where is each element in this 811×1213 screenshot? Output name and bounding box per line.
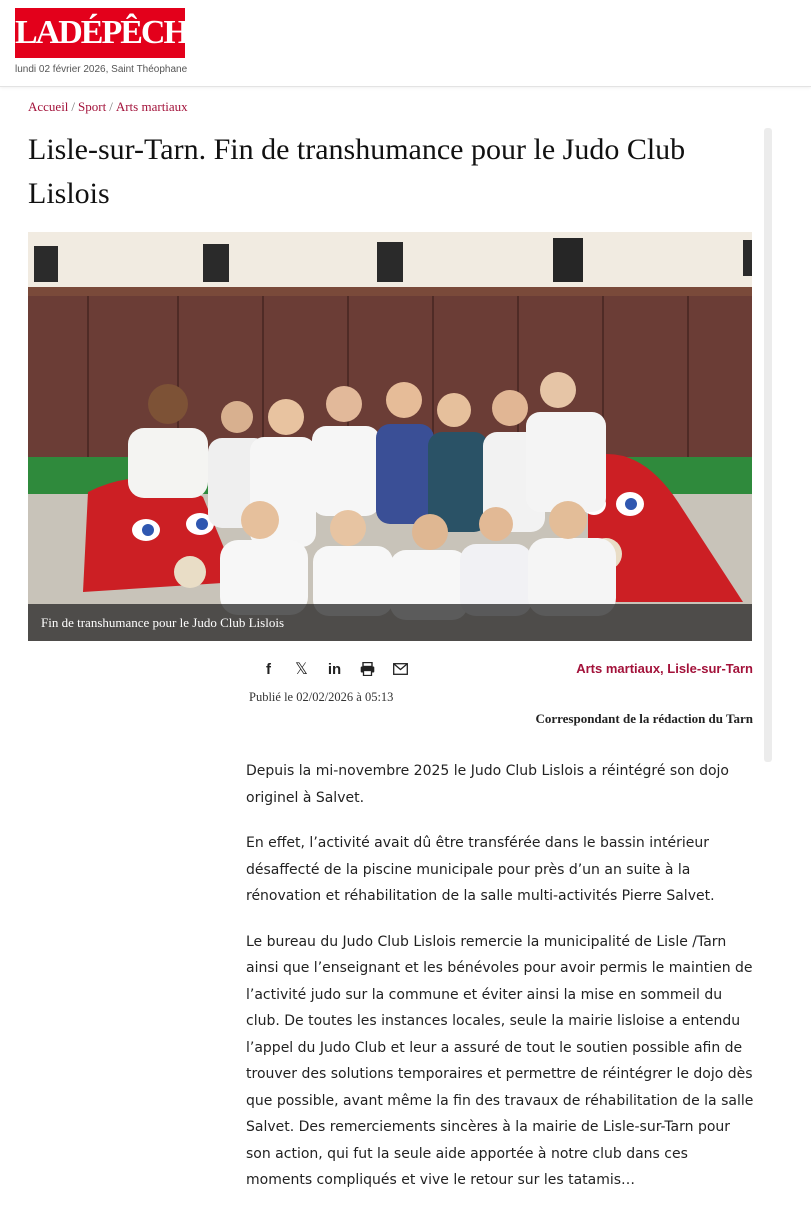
site-header [0,0,811,87]
linkedin-icon[interactable]: in [327,660,342,678]
share-bar [252,658,417,680]
image-caption: Fin de transhumance pour le Judo Club Lislois [28,604,752,641]
email-icon[interactable] [384,658,417,680]
article-author: Correspondant de la rédaction du Tarn [535,711,753,726]
paragraph: Depuis la mi-novembre 2025 le Judo Club Lislois a réintégré son dojo originel à Salvet. [246,763,729,806]
publication-date: Publié le 02/02/2026 à 05:13 [249,690,394,704]
article-photo[interactable] [28,232,752,641]
judo-group-photo [28,232,752,641]
article-body [246,758,756,1213]
site-logo[interactable]: LADÉPÊCHE [15,8,185,58]
breadcrumb-home[interactable]: Accueil [28,99,69,114]
breadcrumb-sport[interactable]: Sport [78,99,107,114]
scrollbar[interactable] [764,128,772,762]
paragraph: En effet, l’activité avait dû être transférée dans le bassin intérieur désaffecté de la piscine municipale pour près d’un an suite à la rénovation et réhabilitation de la salle multi-activités Pierre Salvet. [246,835,715,904]
article-tags[interactable]: Arts martiaux, Lisle-sur-Tarn [576,661,753,676]
paragraph: Le bureau du Judo Club Lislois remercie la municipalité de Lisle /Tarn ainsi que l’enseignant et les bénévoles pour avoir permis le maintien de l’activité judo sur la commune et éviter ainsi la mise en sommeil du club. De toutes les instances locales, seule la mairie lisloise a entendu l’appel du Judo Club et leur a assuré de tout le soutien possible afin de trouver des solutions temporaires et permettre de réintégrer le dojo dès que possible, avant même la fin des travaux de réhabilitation de la salle Salvet. Des remerciements sincères à la mairie de Lisle-sur-Tarn pour son action, qui fut la seule aide apportée à notre club dans ces moments compliqués et vive le retour sur les tatamis… [246,933,754,1188]
print-icon[interactable] [351,658,384,680]
article-title: Lisle-sur-Tarn. Fin de transhumance pour le Judo Club Lislois [28,133,686,210]
facebook-icon[interactable]: f [266,660,271,678]
header-date: lundi 02 février 2026, Saint Théophane [15,64,188,75]
breadcrumb: Accueil / Sport / Arts martiaux [28,99,188,114]
breadcrumb-arts-martiaux[interactable]: Arts martiaux [115,99,188,114]
x-icon[interactable]: 𝕏 [295,661,308,678]
